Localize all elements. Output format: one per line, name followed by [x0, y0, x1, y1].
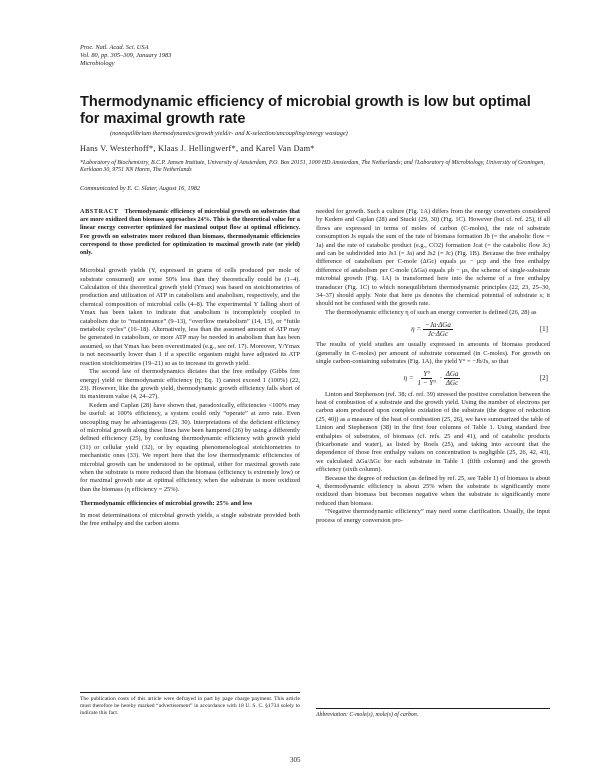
communicated-by: Communicated by E. C. Slater, August 16, 1982 [80, 185, 201, 192]
body-paragraph: needed for growth. Such a culture (Fig. 1A) differs from the energy converters considered by Kedem and Caplan (28) and Stucki (29, 30) (Fig. 1C). However (but cf. ref. 25), if all flows are expressed in terms of moles of carbon (C-moles), the rate of substrate consumption Js equals the sum of the rate of biomass formation Jb (= the anabolic flow = Ja) and the rate of catabolic product (e.g., CO2) formation Jcat (= the catabolic flow Jc) and can be subdivided into Js1 (= Ja) and Js2 (= Jc) (Fig. 1B). Because the free enthalpy difference of catabolism per C-mole (ΔGc) equals μs − μcp and the free enthalpy difference of anabolism per C-mole (ΔGa) equals μb − μs, the scheme of single-substrate microbial growth (Fig. 1A) is transformed here into the scheme of a free enthalpy transducer (Fig. 1C) to which nonequilibrium thermodynamic principles (22, 23, 25–30, 34–37) should apply. Note that here μs denotes the chemical potential of substrate s; it should not be confused with the growth rate. [316, 208, 550, 308]
abstract-text: Thermodynamic efficiency of microbial growth on substrates that are more oxidized than biomass approaches 24%. This is the theoretical value for a linear energy converter optimized for maximal output flow at optimal efficiency. For growth on substrates more reduced than biomass, thermodynamic efficiencies correspond to those predicted for optimization to maximal growth rate (or yield) only. [80, 208, 300, 257]
journal-name: Proc. Natl. Acad. Sci. USA [80, 44, 149, 51]
left-column [80, 208, 300, 528]
body-paragraph: “Negative thermodynamic efficiency” may need some clarification. Usually, the input process of energy conversion pro- [316, 508, 550, 524]
body-paragraph: The results of yield studies are usually expressed in amounts of biomass produced (generally in C-moles) per amount of substrate consumed (in C-moles). For growth on single carbon-containing substrates (Fig. 1A), the yield Y° = −Jb/Js, so that [316, 341, 550, 366]
eq2-prefix: η = [403, 374, 414, 383]
journal-section: Microbiology [80, 60, 115, 68]
eq1-numerator: −Ja·ΔGa [425, 320, 451, 329]
keywords: (nonequilibrium thermodynamics/growth yield/r- and K-selection/uncoupling/energy wastage) [110, 130, 348, 137]
body-paragraph: Kedem and Caplan (28) have shown that, paradoxically, efficiencies <100% may be useful: at 100% efficiency, a system could only “operate” at zero rate. Even uncoupling may be advantageous (29, 30). Interpretations of the deficient efficiency of microbial growth along these lines have been hampered (26) by using a differently defined efficiency (25), by confusing thermodynamic efficiency with growth yield (31) or cellular yield (32), or by equating phenomenological stoichiometries to mechanistic ones (33). We report here that the low thermodynamic efficiencies of microbial growth can be understood to be optimal, either for maximal growth rate when the substrate is more reduced than the biomass (efficiency is extremely low) or for maximal growth rate at optimal efficiency when the substrate is more oxidized than the biomass (η efficiency = 25%). [80, 401, 300, 493]
abbreviation-divider [316, 708, 550, 709]
journal-header [80, 44, 171, 69]
eq2-f2-numerator: ΔGa [445, 370, 459, 378]
equation-2 [316, 367, 550, 391]
footnote-divider [80, 692, 300, 693]
eq1-denominator: Jc·ΔGc [427, 329, 449, 338]
eq2-f1-denominator: 1 − Y° [417, 379, 436, 387]
section-heading: Thermodynamic efficiencies of microbial growth: 25% and less [80, 500, 253, 508]
page-number: 305 [290, 756, 301, 764]
eq2-f2-denominator: ΔGc [445, 379, 459, 387]
body-paragraph: The second law of thermodynamics dictates that the free enthalpy (Gibbs free energy) yield or thermodynamic efficiency (η; Eq. 1) cannot exceed 1 (100%) (22, 23). However, like the growth yield, thermodynamic growth efficiency falls short of its maximum value (4, 24–27). [80, 368, 300, 401]
eq2-f1-numerator: Y° [423, 370, 431, 378]
equation-1 [316, 317, 550, 341]
footnote: The publication costs of this article were defrayed in part by page charge payment. This article must therefore be hereby marked “advertisement” in accordance with 18 U. S. C. §1734 solely to indicate this fact. [80, 696, 300, 716]
journal-volume: Vol. 80, pp. 305–309, January 1983 [80, 52, 172, 60]
right-column [316, 208, 550, 525]
body-paragraph: Linton and Stephenson (ref. 38; cf. ref. 39) stressed the positive correlation between the heat of combustion of a substrate and the growth yield. Using the number of electrons per carbon atom produced upon complete oxidation of the substrate (the degree of reduction (25, 40)) as a measure of the heat of combustion (25, 26), we have summarized the table of Linton and Stephenson (38) in the first four columns of Table 1. Using standard free enthalpies of substrates, of biomass (cf. refs. 25 and 41), and of catabolic products (bicarbonate and water), as listed by Roels (25), and taking into account that the dependence of those free enthalpy values on concentration is negligible (25, 26, 42, 43), we calculated ΔGa/ΔGc for each substrate in Table 1 (fifth column) and the growth efficiency (sixth column). [316, 390, 550, 474]
abbreviations: Abbreviation: C-mole(s), mole(s) of carbon. [316, 712, 419, 718]
eq2-dot: · [439, 374, 442, 383]
article-title: Thermodynamic efficiency of microbial growth is low but optimal for maximal growth rate [80, 94, 531, 127]
eq1-prefix: η = [411, 325, 422, 334]
body-paragraph: Microbial growth yields (Y, expressed in grams of cells produced per mole of substrate consumed) are some 50% less than they theoretically could be (1–4). Calculation of this theoretical growth yield (Ymax) was based on stoichiometries of production and utilization of ATP in catabolism and anabolism, respectively, and the chemical composition of microbial cells (4–8). The experimental Y falling short of Ymax has been taken to indicate that anabolism is incompletely coupled to catabolism due to “maintenance” (9–13), “overflow metabolism” (14, 15), or “futile metabolic cycles” (16–18). Alternatively, less than the assumed amount of ATP may be generated in catabolism, or more ATP may be needed in anabolism than has been assumed, so that Ymax has been overestimated (e.g., see ref. 17). Moreover, Y/Ymax is not necessarily lower than 1 if a specific organism might have adjusted its ATP reaction stoichiometries (19–21) so as to increase its growth yield. [80, 267, 300, 367]
eq2-fraction-1 [416, 370, 438, 387]
body-paragraph: The thermodynamic efficiency η of such an energy converter is defined (26, 28) as [325, 308, 537, 316]
affiliation: *Laboratory of Biochemistry, B.C.P. Jansen Institute, University of Amsterdam, P.O. Box 20151, 1000 HD Amsterdam, The Netherlands; and †Laboratory of Microbiology, University of Groningen, Kerklaan 30, 9751 NN Haren, The Netherlands [80, 160, 545, 173]
eq2-number: [2] [539, 374, 548, 383]
body-paragraph: In most determinations of microbial growth yields, a single substrate provided both the free enthalpy and the carbon atoms [80, 511, 300, 527]
authors: Hans V. Westerhoff*, Klaas J. Hellingwerf*, and Karel Van Dam* [80, 144, 315, 153]
abstract [80, 208, 300, 257]
eq1-fraction [423, 321, 453, 338]
abstract-label: ABSTRACT [80, 208, 119, 215]
body-paragraph: Because the degree of reduction (as defined by ref. 25, see Table 1) of biomass is about 4, thermodynamic efficiency is about 25% when the substrate is significantly more oxidized than biomass but becomes negative when the substrate is significantly more reduced than biomass. [316, 474, 550, 507]
eq1-number: [1] [539, 325, 548, 334]
eq2-fraction-2 [444, 370, 461, 387]
